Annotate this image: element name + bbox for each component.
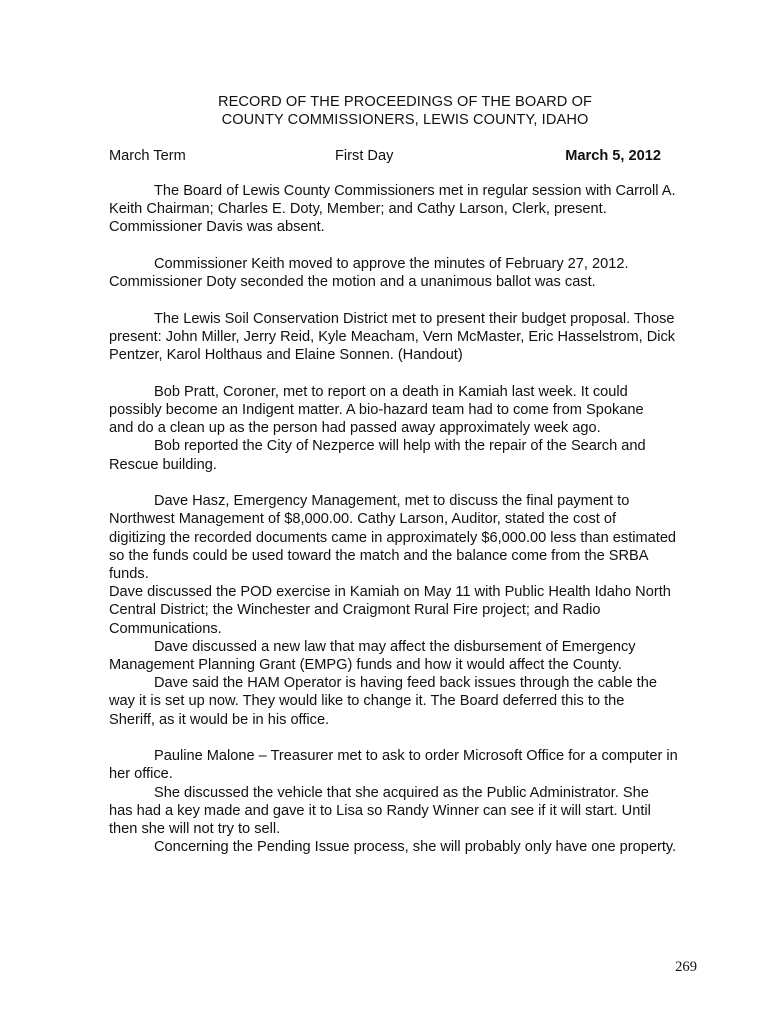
- text-line: Concerning the Pending Issue process, she will probably only have one property.: [154, 839, 677, 856]
- text-line: Pauline Malone – Treasurer met to ask to order Microsoft Office for a computer in: [154, 748, 678, 765]
- document-title: [0, 93, 770, 129]
- paragraph-minutes-approval: [109, 255, 699, 291]
- text-line: Bob reported the City of Nezperce will help with the repair of the Search and: [154, 438, 646, 455]
- text-line: and do a clean up as the person had passed away approximately week ago.: [109, 420, 601, 437]
- text-line: Communications.: [109, 620, 222, 637]
- page-number: 269: [675, 959, 697, 975]
- text-line: The Lewis Soil Conservation District met to present their budget proposal. Those: [154, 310, 675, 327]
- text-line: has had a key made and gave it to Lisa so Randy Winner can see if it will start. Until: [109, 802, 651, 819]
- paragraph-coroner: [109, 383, 699, 474]
- text-line: She discussed the vehicle that she acquired as the Public Administrator. She: [154, 784, 649, 801]
- title-line-1: RECORD OF THE PROCEEDINGS OF THE BOARD OF: [217, 94, 593, 110]
- text-line: Dave discussed the POD exercise in Kamiah on May 11 with Public Health Idaho North: [109, 584, 671, 601]
- text-line: Sheriff, as it would be in his office.: [109, 711, 330, 728]
- text-line: Central District; the Winchester and Craigmont Rural Fire project; and Radio: [109, 602, 601, 619]
- text-line: Dave Hasz, Emergency Management, met to discuss the final payment to: [154, 493, 630, 510]
- text-line: her office.: [109, 766, 173, 783]
- paragraph-attendance: [109, 182, 699, 237]
- text-line: digitizing the recorded documents came in approximately $6,000.00 less than estimated: [109, 529, 677, 546]
- text-line: way it is set up now. They would like to change it. The Board deferred this to the: [109, 693, 625, 710]
- text-line: Commissioner Keith moved to approve the minutes of February 27, 2012.: [154, 256, 629, 272]
- term-row: [109, 148, 661, 166]
- meeting-date: March 5, 2012: [565, 148, 661, 164]
- text-line: present: John Miller, Jerry Reid, Kyle Meacham, Vern McMaster, Eric Hasselstrom, Dick: [109, 329, 676, 345]
- text-line: so the funds could be used toward the match and the balance come from the SRBA: [109, 547, 649, 564]
- text-line: Commissioner Doty seconded the motion and a unanimous ballot was cast.: [109, 274, 596, 291]
- text-line: Pentzer, Karol Holthaus and Elaine Sonnen. (Handout): [109, 347, 463, 364]
- text-line: Rescue building.: [109, 456, 217, 473]
- paragraph-soil-conservation: [109, 310, 699, 365]
- text-line: Commissioner Davis was absent.: [109, 219, 325, 236]
- text-line: The Board of Lewis County Commissioners met in regular session with Carroll A.: [154, 183, 676, 199]
- text-line: Dave discussed a new law that may affect the disbursement of Emergency: [154, 638, 636, 655]
- text-line: funds.: [109, 566, 149, 583]
- text-line: Dave said the HAM Operator is having feed back issues through the cable the: [154, 675, 657, 692]
- text-line: Management Planning Grant (EMPG) funds and how it would affect the County.: [109, 657, 622, 674]
- paragraph-emergency-management: [109, 492, 699, 729]
- text-line: Bob Pratt, Coroner, met to report on a death in Kamiah last week. It could: [154, 383, 628, 400]
- minutes-body: [109, 182, 699, 875]
- text-line: Northwest Management of $8,000.00. Cathy Larson, Auditor, stated the cost of: [109, 511, 617, 528]
- day-label: First Day: [335, 148, 394, 164]
- title-line-2: COUNTY COMMISSIONERS, LEWIS COUNTY, IDAHO: [221, 112, 589, 128]
- text-line: possibly become an Indigent matter. A bio-hazard team had to come from Spokane: [109, 402, 644, 418]
- text-line: Keith Chairman; Charles E. Doty, Member; and Cathy Larson, Clerk, present.: [109, 201, 607, 218]
- paragraph-treasurer: [109, 747, 699, 856]
- term-label: March Term: [109, 148, 186, 164]
- text-line: then she will not try to sell.: [109, 821, 281, 838]
